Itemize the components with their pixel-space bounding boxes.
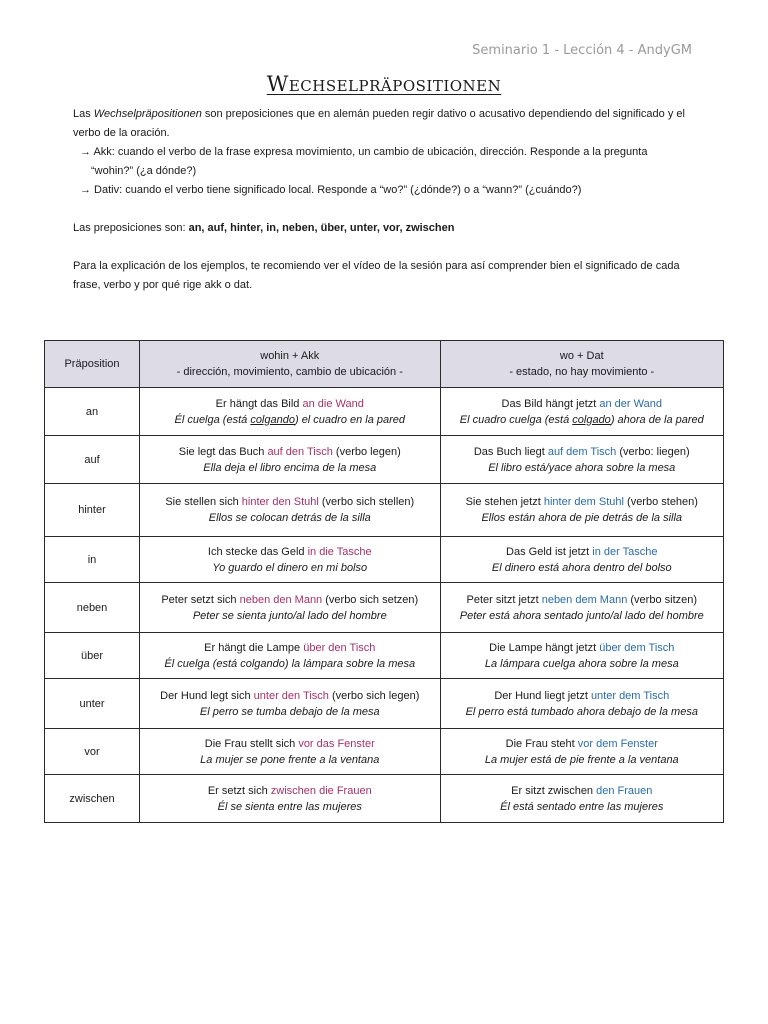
akk-example-sentence — [144, 688, 436, 704]
dat-example-cell — [440, 436, 723, 484]
example-text: Der Hund legt sich — [160, 689, 254, 702]
dat-example-cell — [440, 679, 723, 729]
dat-example-cell — [440, 775, 723, 823]
akk-example-sentence — [144, 640, 436, 656]
example-text: (verbo sich setzen) — [322, 593, 419, 606]
akk-example-cell — [140, 436, 441, 484]
example-text: Das Buch liegt — [473, 445, 548, 458]
example-text: Der Hund liegt jetzt — [494, 689, 591, 702]
table-row — [45, 436, 724, 484]
dat-translation — [445, 460, 719, 476]
preposition-cell: über — [45, 633, 140, 679]
example-text: Sie stellen sich — [165, 496, 242, 508]
example-text: Die Lampe hängt jetzt — [489, 641, 600, 654]
akk-highlight-phrase: an die Wand — [302, 397, 364, 410]
translation-text: Yo guardo el dinero en mi bolso — [212, 561, 368, 574]
dat-highlight-phrase: unter dem Tisch — [590, 689, 670, 702]
header-akk-subtitle: - dirección, movimiento, cambio de ubicación - — [176, 366, 403, 378]
dat-example-sentence — [445, 783, 719, 799]
dat-example-cell — [440, 729, 723, 775]
translation-text: Él cuelga (está — [174, 413, 251, 426]
akk-translation — [144, 608, 436, 624]
preposition-cell: unter — [45, 679, 140, 729]
preposition-cell: neben — [45, 583, 140, 633]
akk-translation — [144, 704, 436, 720]
akk-highlight-phrase: vor das Fenster — [298, 737, 375, 750]
dat-example-cell — [440, 583, 723, 633]
dat-highlight-phrase: neben dem Mann — [541, 593, 628, 606]
dat-example-cell — [440, 633, 723, 679]
dat-example-sentence — [445, 444, 719, 460]
page-title — [0, 72, 768, 96]
akk-example-cell — [140, 679, 441, 729]
akk-rule-question: “wohin?” (¿a dónde?) — [91, 165, 197, 177]
dat-rule: → Dativ: cuando el verbo tiene significado local. Responde a “wo?” (¿dónde?) o a “wann?” (¿cuándo?) — [80, 184, 582, 196]
table-row — [45, 633, 724, 679]
dat-translation — [445, 560, 719, 576]
intro-text: son preposiciones que en alemán pueden regir dativo o acusativo dependiendo del significado y el verbo de la oración. — [73, 108, 685, 139]
preposition-cell: vor — [45, 729, 140, 775]
translation-underlined: colgado — [572, 413, 611, 426]
preposition-list-items: an, auf, hinter, in, neben, über, unter, vor, zwischen — [188, 222, 455, 234]
akk-highlight-phrase: neben den Mann — [239, 593, 323, 606]
example-text: Er sitzt zwischen — [511, 784, 597, 797]
akk-example-cell — [140, 633, 441, 679]
header-preposition: Präposition — [45, 341, 140, 388]
dat-highlight-phrase: den Frauen — [596, 784, 653, 797]
translation-text: Peter está ahora sentado junto/al lado del hombre — [459, 609, 704, 622]
dat-example-sentence — [445, 544, 719, 560]
dat-example-sentence — [445, 640, 719, 656]
translation-text: El perro está tumbado ahora debajo de la mesa — [465, 705, 698, 718]
course-header: Seminario 1 - Lección 4 - AndyGM — [472, 43, 692, 58]
translation-text: La mujer está de pie frente a la ventana — [484, 753, 679, 766]
akk-translation — [144, 752, 436, 768]
akk-example-cell — [140, 388, 441, 436]
akk-example-cell — [140, 537, 441, 583]
akk-highlight-phrase: unter den Tisch — [253, 689, 329, 702]
akk-example-cell — [140, 484, 441, 537]
akk-highlight-phrase: zwischen die Frauen — [270, 784, 372, 797]
translation-text: ) el cuadro en la pared — [294, 413, 406, 426]
header-dat-title: wo + Dat — [559, 350, 604, 362]
dat-highlight-phrase: auf dem Tisch — [547, 445, 617, 458]
table-row — [45, 679, 724, 729]
akk-example-sentence — [144, 444, 436, 460]
header-dat-subtitle: - estado, no hay movimiento - — [509, 366, 655, 378]
example-text: Die Frau stellt sich — [204, 737, 299, 750]
table-row — [45, 388, 724, 436]
dat-translation — [445, 656, 719, 672]
intro-definition — [73, 105, 703, 143]
akk-example-sentence — [144, 783, 436, 799]
dat-example-cell — [440, 388, 723, 436]
intro-term: Wechselpräpositionen — [93, 108, 202, 120]
translation-text: ) ahora de la pared — [610, 413, 704, 426]
table-header-row — [45, 341, 724, 388]
akk-example-sentence — [144, 592, 436, 608]
translation-text: Peter se sienta junto/al lado del hombre — [192, 609, 387, 622]
akk-highlight-phrase: in die Tasche — [307, 545, 372, 558]
dat-highlight-phrase: an der Wand — [599, 397, 662, 410]
translation-text: Él está sentado entre las mujeres — [500, 800, 664, 813]
page-title-text: Wechselpräpositionen — [266, 72, 502, 96]
preposition-cell: an — [45, 388, 140, 436]
table-body — [45, 388, 724, 823]
table-row — [45, 583, 724, 633]
translation-text: Ellos están ahora de pie detrás de la silla — [481, 512, 683, 524]
preposition-list-label: Las preposiciones son: — [73, 222, 189, 234]
dat-example-cell — [440, 484, 723, 537]
preposition-list — [73, 219, 703, 238]
dat-highlight-phrase: über dem Tisch — [599, 641, 675, 654]
dat-translation — [445, 510, 719, 526]
dat-translation — [445, 608, 719, 624]
dat-example-sentence — [445, 736, 719, 752]
translation-text: Ella deja el libro encima de la mesa — [203, 461, 377, 474]
akk-highlight-phrase: auf den Tisch — [267, 445, 333, 458]
dat-example-sentence — [445, 688, 719, 704]
dat-highlight-phrase: hinter dem Stuhl — [543, 496, 624, 508]
example-text: Die Frau steht — [505, 737, 578, 750]
dat-example-cell — [440, 537, 723, 583]
translation-text: Ellos se colocan detrás de la silla — [208, 512, 371, 524]
akk-example-sentence — [144, 736, 436, 752]
akk-translation — [144, 412, 436, 428]
dat-example-sentence — [445, 592, 719, 608]
akk-example-sentence — [144, 494, 436, 510]
table-row — [45, 775, 724, 823]
akk-translation — [144, 560, 436, 576]
dat-example-sentence — [445, 396, 719, 412]
dat-translation — [445, 412, 719, 428]
example-text: (verbo sitzen) — [627, 593, 698, 606]
dat-highlight-phrase: in der Tasche — [592, 545, 658, 558]
preposition-cell: auf — [45, 436, 140, 484]
example-text: Er setzt sich — [207, 784, 271, 797]
example-text: Sie stehen jetzt — [465, 496, 544, 508]
translation-text: El perro se tumba debajo de la mesa — [199, 705, 380, 718]
example-text: Ich stecke das Geld — [207, 545, 308, 558]
akk-example-sentence — [144, 544, 436, 560]
example-text: Das Geld ist jetzt — [506, 545, 593, 558]
translation-text: El cuadro cuelga (está — [459, 413, 573, 426]
translation-text: Él cuelga (está colgando) la lámpara sobre la mesa — [164, 657, 416, 670]
intro-text: Las — [73, 108, 94, 120]
example-text: (verbo sich legen) — [328, 689, 420, 702]
example-text: (verbo sich stellen) — [318, 496, 415, 508]
akk-example-cell — [140, 775, 441, 823]
intro-section — [73, 105, 703, 295]
preposition-cell: hinter — [45, 484, 140, 537]
example-text: Peter setzt sich — [161, 593, 240, 606]
translation-text: El dinero está ahora dentro del bolso — [491, 561, 672, 574]
example-text: (verbo legen) — [332, 445, 401, 458]
dat-translation — [445, 752, 719, 768]
akk-highlight-phrase: über den Tisch — [303, 641, 376, 654]
dat-example-sentence — [445, 494, 719, 510]
example-text: Er hängt die Lampe — [204, 641, 304, 654]
table-row — [45, 484, 724, 537]
akk-example-cell — [140, 729, 441, 775]
example-text: Peter sitzt jetzt — [466, 593, 542, 606]
header-akk-title: wohin + Akk — [260, 350, 320, 362]
example-text: Sie legt das Buch — [178, 445, 268, 458]
dat-translation — [445, 799, 719, 815]
akk-example-sentence — [144, 396, 436, 412]
translation-underlined: colgando — [250, 413, 295, 426]
dat-translation — [445, 704, 719, 720]
preposition-cell: in — [45, 537, 140, 583]
dat-highlight-phrase: vor dem Fenster — [577, 737, 658, 750]
akk-highlight-phrase: hinter den Stuhl — [241, 496, 319, 508]
translation-text: La mujer se pone frente a la ventana — [200, 753, 380, 766]
video-note: Para la explicación de los ejemplos, te recomiendo ver el vídeo de la sesión para así comprender bien el significado de cada frase, verbo y por qué rige akk o dat. — [73, 260, 680, 291]
akk-translation — [144, 656, 436, 672]
akk-translation — [144, 510, 436, 526]
header-akk — [140, 341, 441, 388]
akk-translation — [144, 460, 436, 476]
example-text: Das Bild hängt jetzt — [501, 397, 600, 410]
akk-rule: → Akk: cuando el verbo de la frase expresa movimiento, un cambio de ubicación, dirección. Responde a la pregunta — [80, 146, 648, 158]
table-row — [45, 729, 724, 775]
example-text: Er hängt das Bild — [215, 397, 303, 410]
header-dat — [440, 341, 723, 388]
akk-example-cell — [140, 583, 441, 633]
table-row — [45, 537, 724, 583]
prepositions-table — [44, 340, 724, 823]
translation-text: La lámpara cuelga ahora sobre la mesa — [484, 657, 679, 670]
akk-translation — [144, 799, 436, 815]
preposition-cell: zwischen — [45, 775, 140, 823]
translation-text: El libro está/yace ahora sobre la mesa — [488, 461, 676, 474]
translation-text: Él se sienta entre las mujeres — [217, 800, 362, 813]
example-text: (verbo: liegen) — [616, 445, 690, 458]
example-text: (verbo stehen) — [623, 496, 698, 508]
